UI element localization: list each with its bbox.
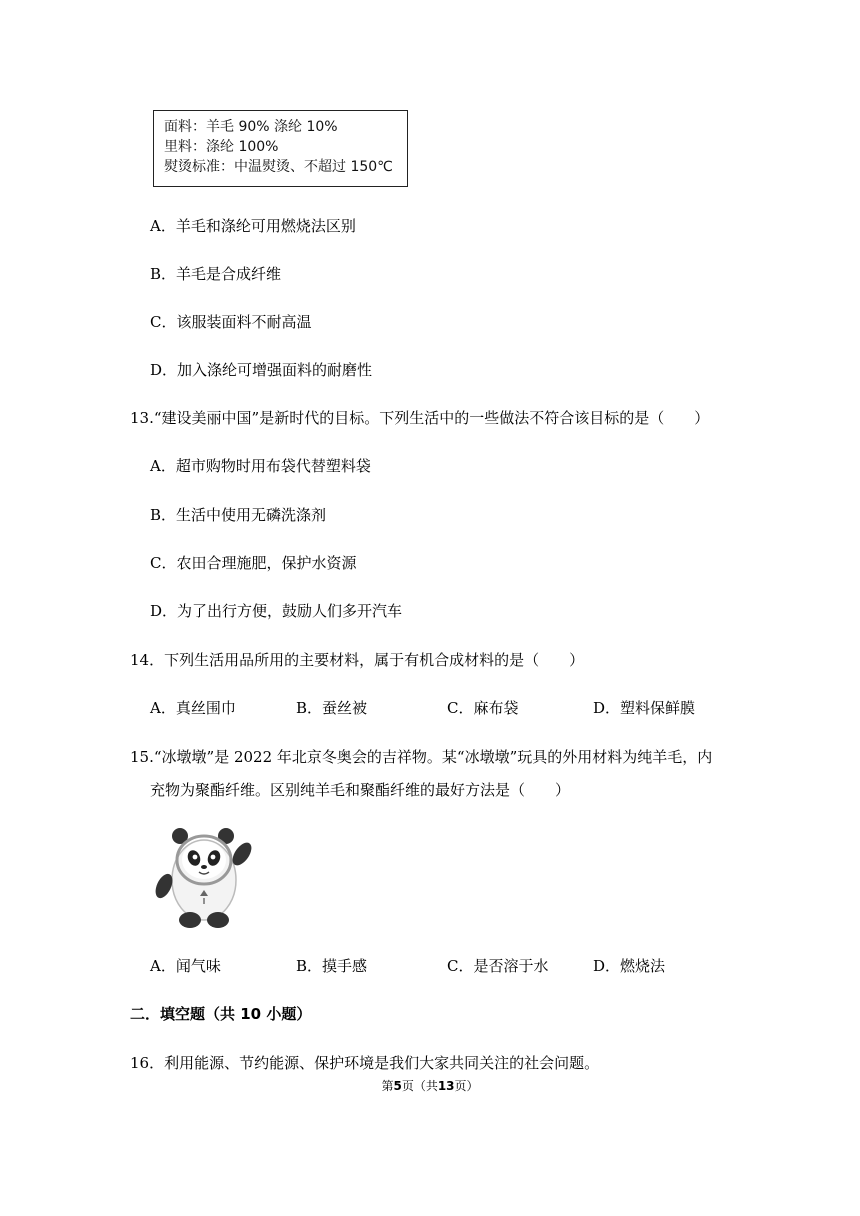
- fabric-label-line: 面料：羊毛 90% 涤纶 10%: [164, 119, 338, 135]
- q14-option-b: B．蚕丝被: [296, 699, 368, 717]
- q12-option-a: A．羊毛和涤纶可用燃烧法区别: [150, 217, 356, 235]
- fabric-label-line: 里料：涤纶 100%: [164, 139, 279, 155]
- q13-option-b: B．生活中使用无磷洗涤剂: [150, 506, 327, 524]
- q14-option-a: A．真丝围巾: [150, 699, 236, 717]
- current-page-number: 5: [393, 1079, 402, 1093]
- footer-prefix: 第: [381, 1079, 394, 1093]
- bing-dwen-dwen-mascot-image: [150, 822, 260, 932]
- q12-option-c: C．该服装面料不耐高温: [150, 313, 312, 331]
- q15-option-c: C．是否溶于水: [447, 957, 549, 975]
- q15-stem-line2: 充物为聚酯纤维。区别纯羊毛和聚酯纤维的最好方法是（ ）: [150, 781, 571, 799]
- fabric-label-image: [153, 110, 408, 187]
- q16-stem: 16．利用能源、节约能源、保护环境是我们大家共同关注的社会问题。: [130, 1054, 600, 1072]
- q14-option-d: D．塑料保鲜膜: [593, 699, 696, 717]
- q14-stem: 14．下列生活用品所用的主要材料，属于有机合成材料的是（ ）: [130, 651, 585, 669]
- footer-suffix: 页）: [454, 1079, 479, 1093]
- q15-option-a: A．闻气味: [150, 957, 221, 975]
- section-heading: 二．填空题（共 10 小题）: [130, 1005, 312, 1023]
- q13-option-d: D．为了出行方便，鼓励人们多开汽车: [150, 602, 403, 620]
- q12-option-b: B．羊毛是合成纤维: [150, 265, 282, 283]
- total-pages-number: 13: [437, 1079, 455, 1093]
- q13-stem: 13.“建设美丽中国”是新时代的目标。下列生活中的一些做法不符合该目标的是（ ）: [130, 409, 710, 427]
- q15-option-d: D．燃烧法: [593, 957, 666, 975]
- fabric-label-line: 熨烫标准：中温熨烫、不超过 150℃: [164, 159, 393, 175]
- q12-option-d: D．加入涤纶可增强面料的耐磨性: [150, 361, 373, 379]
- footer-mid: 页（共: [401, 1079, 438, 1093]
- q14-option-c: C．麻布袋: [447, 699, 519, 717]
- q13-option-a: A．超市购物时用布袋代替塑料袋: [150, 457, 371, 475]
- q15-stem-line1: 15.“冰墩墩”是 2022 年北京冬奥会的吉祥物。某“冰墩墩”玩具的外用材料为纯羊毛，内: [130, 748, 713, 766]
- q15-option-b: B．摸手感: [296, 957, 368, 975]
- page-footer: [0, 1077, 860, 1094]
- q13-option-c: C．农田合理施肥，保护水资源: [150, 554, 357, 572]
